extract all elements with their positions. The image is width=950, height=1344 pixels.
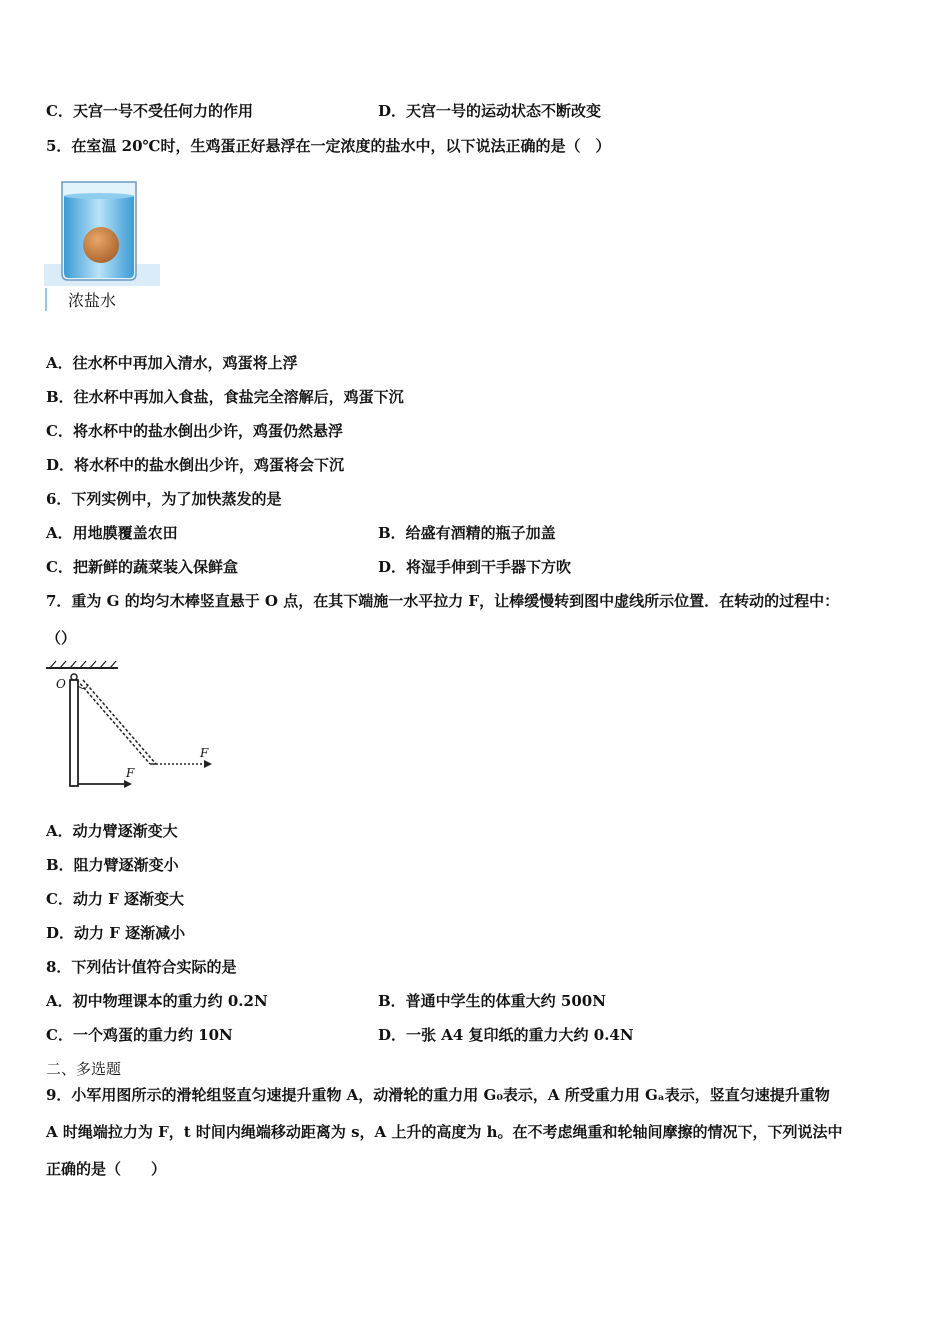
q5-option-d: D．将水杯中的盐水倒出少许，鸡蛋将会下沉 — [46, 456, 345, 474]
q5-option-b: B．往水杯中再加入食盐，食盐完全溶解后，鸡蛋下沉 — [46, 388, 404, 406]
q5-stem: 5．在室温 20℃时，生鸡蛋正好悬浮在一定浓度的盐水中，以下说法正确的是（ ） — [46, 137, 611, 155]
lever-f-dashed-label: F — [200, 746, 209, 760]
q8-option-b: B．普通中学生的体重大约 500N — [378, 992, 606, 1010]
lever-o-label: O — [56, 677, 66, 691]
q7-option-b: B．阻力臂逐渐变小 — [46, 856, 179, 874]
q6-option-d: D．将湿手伸到干手器下方吹 — [378, 558, 572, 576]
q4-option-c: C．天宫一号不受任何力的作用 — [46, 102, 253, 120]
q8-option-a: A．初中物理课本的重力约 0.2N — [46, 992, 268, 1010]
q4-option-d: D．天宫一号的运动状态不断改变 — [378, 102, 602, 120]
section-heading: 二、多选题 — [46, 1060, 122, 1078]
q9-line-3: 正确的是（ ） — [46, 1160, 167, 1178]
q7-option-d: D．动力 F 逐渐减小 — [46, 924, 186, 942]
lever-f-solid-label: F — [126, 766, 135, 780]
q7-option-a: A．动力臂逐渐变大 — [46, 822, 178, 840]
q8-option-d: D．一张 A4 复印纸的重力大约 0.4N — [378, 1026, 634, 1044]
beaker-figure — [44, 176, 164, 316]
q9-line-1: 9．小军用图所示的滑轮组竖直匀速提升重物 A，动滑轮的重力用 G₀表示，A 所受重力用 Gₐ表示，竖直匀速提升重物 — [46, 1086, 830, 1104]
q8-option-c: C．一个鸡蛋的重力约 10N — [46, 1026, 233, 1044]
q9-line-2: A 时绳端拉力为 F，t 时间内绳端移动距离为 s，A 上升的高度为 h。在不考虑绳重和轮轴间摩擦的情况下，下列说法中 — [46, 1123, 843, 1141]
q6-option-c: C．把新鲜的蔬菜装入保鲜盒 — [46, 558, 238, 576]
beaker-label: 浓盐水 — [68, 291, 117, 310]
lever-figure — [44, 660, 224, 795]
q5-option-c: C．将水杯中的盐水倒出少许，鸡蛋仍然悬浮 — [46, 422, 343, 440]
q7-option-c: C．动力 F 逐渐变大 — [46, 890, 185, 908]
q6-option-a: A．用地膜覆盖农田 — [46, 524, 178, 542]
q6-option-b: B．给盛有酒精的瓶子加盖 — [378, 524, 556, 542]
q7-stem: 7．重为 G 的均匀木棒竖直悬于 O 点，在其下端施一水平拉力 F，让棒缓慢转到图中虚线所示位置．在转动的过程中： — [46, 592, 840, 610]
q7-paren: （） — [46, 629, 77, 647]
q8-stem: 8．下列估计值符合实际的是 — [46, 958, 237, 976]
q6-stem: 6．下列实例中，为了加快蒸发的是 — [46, 490, 282, 508]
q5-option-a: A．往水杯中再加入清水，鸡蛋将上浮 — [46, 354, 298, 372]
